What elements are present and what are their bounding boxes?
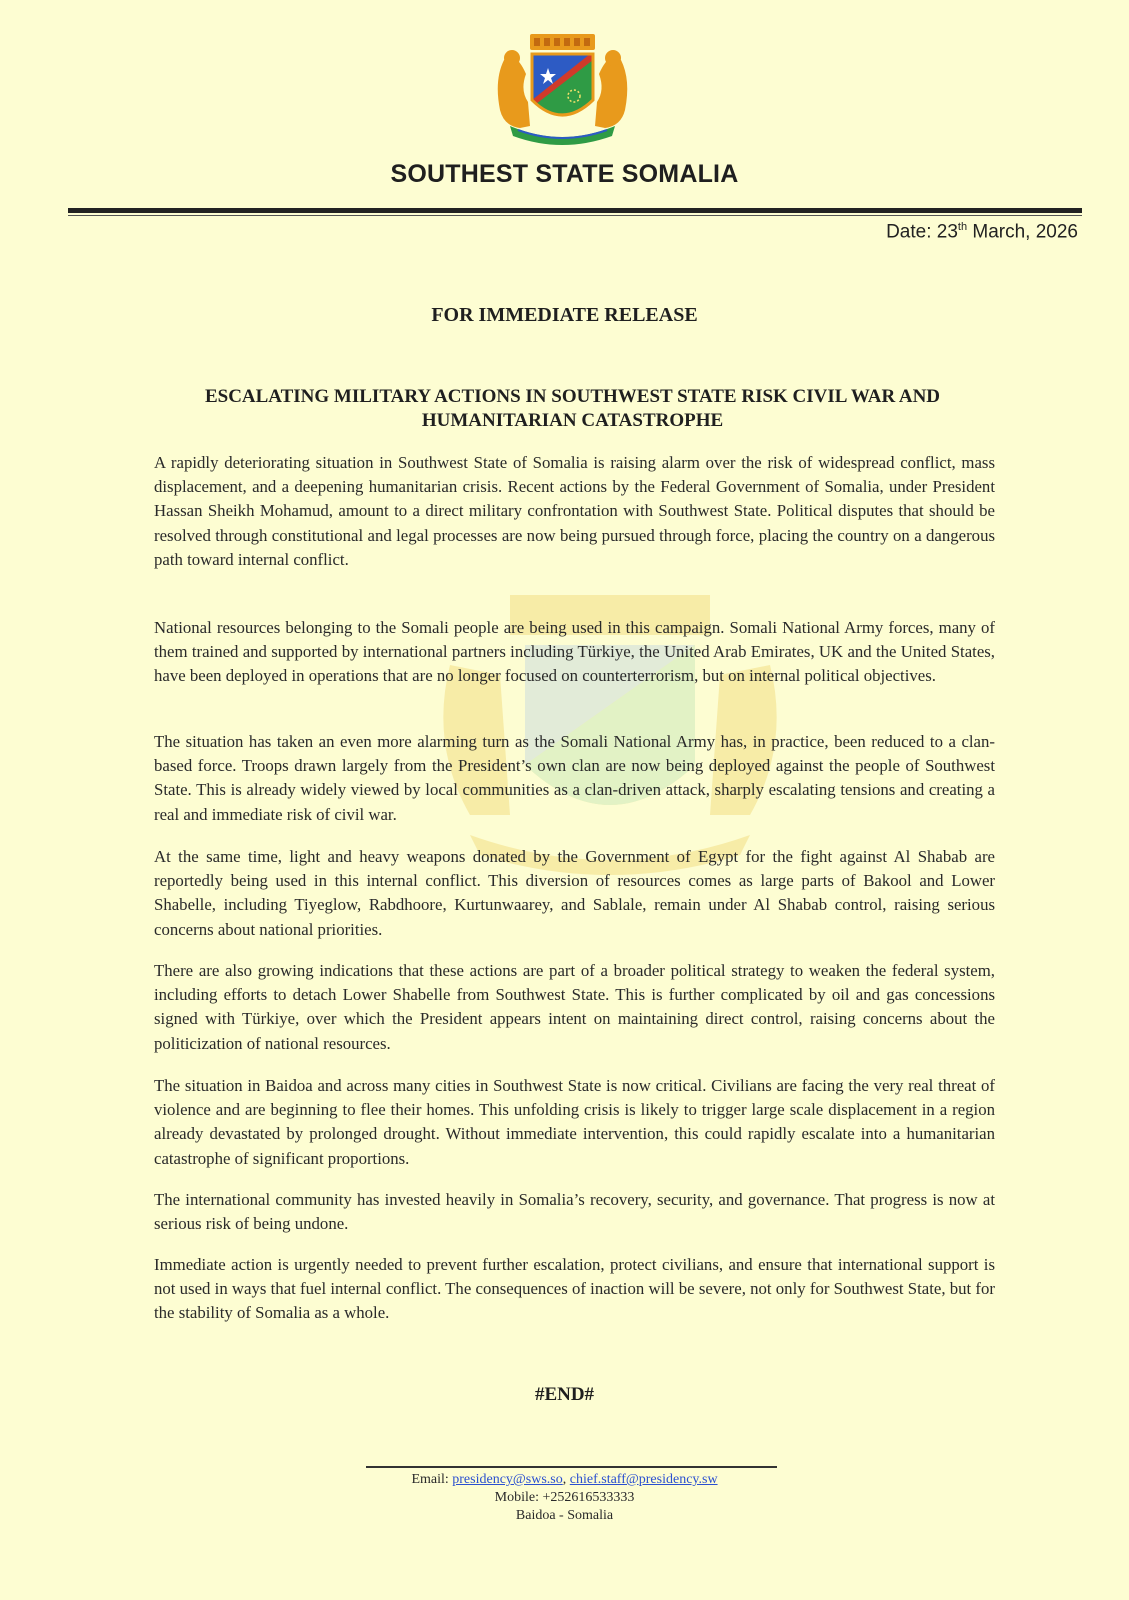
body-paragraph-6: The situation in Baidoa and across many cities in Southwest State is now critical. Civilians are facing the very real threat of violence and are beginning to flee their homes. This unfolding crisis is likely to trigger large scale displacement in a region already devastated by prolonged drought. Without immediate intervention, this could rapidly escalate into a humanitarian catastrophe of significant proportions. — [154, 1076, 995, 1168]
body-paragraph-7: The international community has invested heavily in Somalia’s recovery, security, and governance. That progress is now at serious risk of being undone. — [154, 1190, 995, 1234]
headline-line-1: ESCALATING MILITARY ACTIONS IN SOUTHWEST STATE RISK CIVIL WAR AND — [204, 386, 941, 407]
press-release-headline — [150, 385, 995, 433]
body-paragraph-1: A rapidly deteriorating situation in Southwest State of Somalia is raising alarm over the risk of widespread conflict, mass displacement, and a deepening humanitarian crisis. Recent actions by the Federal Government of Somalia, under President Hassan Sheikh Mohamud, amount to a direct military confrontation with Southwest State. Political disputes that should be resolved through constitutional and legal processes are now being pursued through force, placing the country on a dangerous path toward internal conflict. — [154, 453, 995, 569]
date-ordinal-suffix: th — [957, 221, 968, 233]
footer-email-line — [0, 1471, 1129, 1489]
release-date — [886, 221, 1078, 243]
end-mark: #END# — [534, 1384, 595, 1405]
header-divider-thin — [68, 215, 1082, 216]
email-link-presidency[interactable]: presidency@sws.so — [452, 1472, 563, 1487]
footer-mobile: Mobile: +252616533333 — [494, 1490, 635, 1505]
footer-contact — [0, 1471, 1129, 1525]
footer-location: Baidoa - Somalia — [515, 1508, 614, 1523]
header-divider — [68, 208, 1082, 213]
footer-divider — [366, 1466, 777, 1468]
release-heading: FOR IMMEDIATE RELEASE — [431, 304, 698, 326]
body-paragraph-2: National resources belonging to the Somali people are being used in this campaign. Somali National Army forces, many of them trained and supported by international partners including Türkiye, the United Arab Emirates, UK and the United States, have been deployed in operations that are no longer focused on counterterrorism, but on internal political objectives. — [154, 618, 995, 686]
email-separator: , — [562, 1472, 567, 1487]
body-paragraph-8: Immediate action is urgently needed to prevent further escalation, protect civilians, and ensure that international support is not used in ways that fuel internal conflict. The consequences of inaction will be severe, not only for Southwest State, but for the stability of Somalia as a whole. — [154, 1255, 995, 1323]
organization-name: SOUTHEST STATE SOMALIA — [390, 160, 739, 188]
body-paragraph-4: At the same time, light and heavy weapons donated by the Government of Egypt for the fight against Al Shabab are reportedly being used in this internal conflict. This diversion of resources comes as large parts of Bakool and Lower Shabelle, including Tiyeglow, Rabdhoore, Kurtunwaarey, and Sablale, remain under Al Shabab control, raising serious concerns about national priorities. — [154, 847, 995, 939]
headline-line-2: HUMANITARIAN CATASTROPHE — [421, 410, 724, 431]
date-suffix: March, 2026 — [967, 221, 1078, 243]
date-prefix: Date: 23 — [886, 221, 958, 243]
body-paragraph-5: There are also growing indications that these actions are part of a broader political strategy to weaken the federal system, including efforts to detach Lower Shabelle from Southwest State. This is further complicated by oil and gas concessions signed with Türkiye, over which the President appears intent on maintaining direct control, raising concerns about the politicization of national resources. — [154, 961, 995, 1053]
coat-of-arms-emblem — [490, 30, 635, 145]
body-paragraph-3: The situation has taken an even more alarming turn as the Somali National Army has, in practice, been reduced to a clan-based force. Troops drawn largely from the President’s own clan are now being deployed against the people of Southwest State. This is already widely viewed by local communities as a clan-driven attack, sharply escalating tensions and creating a real and immediate risk of civil war. — [154, 732, 995, 824]
email-label: Email: — [411, 1472, 449, 1487]
email-link-chief-staff[interactable]: chief.staff@presidency.sw — [569, 1472, 718, 1487]
